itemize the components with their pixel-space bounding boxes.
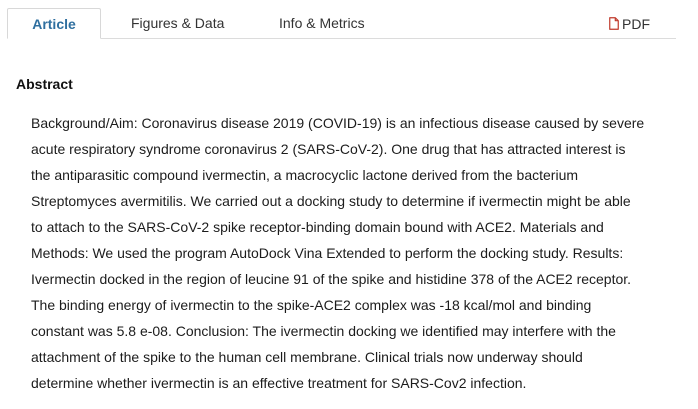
- tab-article-label: Article: [32, 16, 76, 32]
- article-tab-bar: [0, 0, 698, 40]
- abstract-line: Ivermectin docked in the region of leucine 91 of the spike and histidine 378 of the ACE2 receptor.: [31, 271, 632, 287]
- abstract-line: Background/Aim: Coronavirus disease 2019 (COVID-19) is an infectious disease caused by severe: [31, 115, 645, 131]
- abstract-heading: Abstract: [16, 76, 73, 92]
- abstract-line: Streptomyces avermitilis. We carried out a docking study to determine if ivermectin might be able: [31, 193, 631, 209]
- abstract-line: The binding energy of ivermectin to the spike-ACE2 complex was -18 kcal/mol and binding: [31, 297, 592, 313]
- tab-pdf[interactable]: [609, 8, 650, 39]
- document-icon: [609, 17, 619, 30]
- tab-pdf-label: PDF: [622, 15, 650, 32]
- abstract-line: to attach to the SARS-CoV-2 spike receptor-binding domain bound with ACE2. Materials and: [31, 219, 604, 235]
- abstract-line: Methods: We used the program AutoDock Vina Extended to perform the docking study. Results:: [31, 245, 624, 261]
- tab-info-metrics-label: Info & Metrics: [279, 15, 365, 31]
- tab-info-metrics[interactable]: [279, 8, 365, 39]
- abstract-text: [31, 110, 671, 396]
- abstract-line: constant was 5.8 e-08. Conclusion: The ivermectin docking we identified may interfere with the: [31, 323, 616, 339]
- abstract-line: acute respiratory syndrome coronavirus 2 (SARS-CoV-2). One drug that has attracted interest is: [31, 141, 626, 157]
- abstract-line: attachment of the spike to the human cell membrane. Clinical trials now underway should: [31, 349, 583, 365]
- tab-figures-data[interactable]: [131, 8, 224, 39]
- tab-figures-data-label: Figures & Data: [131, 15, 225, 31]
- abstract-line: the antiparasitic compound ivermectin, a macrocyclic lactone derived from the bacterium: [31, 167, 579, 183]
- abstract-line: determine whether ivermectin is an effective treatment for SARS-Cov2 infection.: [31, 375, 527, 391]
- tab-article[interactable]: [7, 8, 101, 39]
